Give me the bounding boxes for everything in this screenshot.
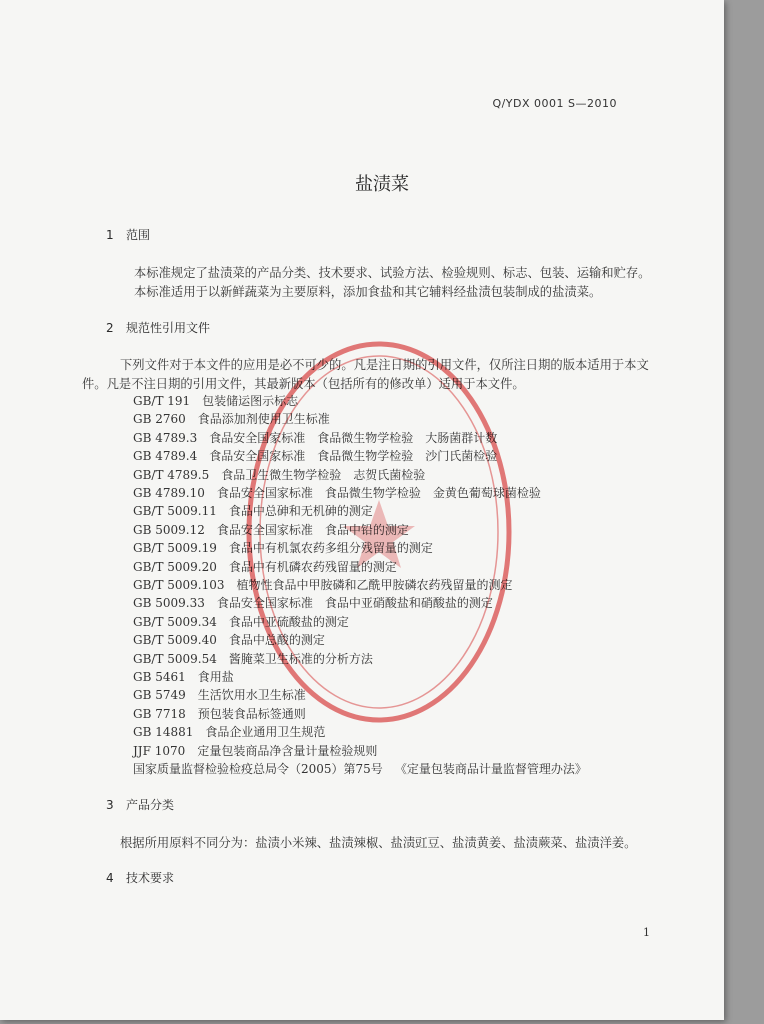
reference-row xyxy=(133,558,397,575)
reference-title: 食品中亚硫酸盐的测定 xyxy=(228,614,349,629)
reference-row xyxy=(133,539,433,556)
section-title: 范围 xyxy=(126,228,151,242)
section-title: 技术要求 xyxy=(126,871,175,885)
reference-code: GB/T 5009.103 xyxy=(133,578,225,592)
reference-title: 食品卫生微生物学检验 志贺氏菌检验 xyxy=(221,467,426,482)
reference-title: 食品安全国家标准 食品中铅的测定 xyxy=(216,522,409,537)
reference-code: GB 4789.3 xyxy=(133,430,198,445)
reference-title: 食品添加剂使用卫生标准 xyxy=(197,412,330,427)
reference-row xyxy=(133,447,497,464)
reference-code: GB 2760 xyxy=(133,412,186,427)
section-4-heading xyxy=(106,869,174,886)
reference-row xyxy=(133,742,377,759)
reference-row xyxy=(133,594,493,611)
reference-row xyxy=(133,723,325,740)
reference-row xyxy=(133,760,587,777)
reference-code: 国家质量监督检验检疫总局令（2005）第75号 xyxy=(133,762,383,776)
reference-row xyxy=(133,484,541,501)
reference-title: 预包装食品标签通则 xyxy=(197,706,306,721)
standard-code-header: Q/YDX 0001 S—2010 xyxy=(492,97,617,110)
reference-row xyxy=(133,392,298,409)
reference-row xyxy=(133,668,234,685)
paragraph-line: 件。凡是不注日期的引用文件，其最新版本（包括所有的修改单）适用于本文件。 xyxy=(82,377,525,391)
section-number: 4 xyxy=(106,871,114,885)
section-number: 2 xyxy=(106,321,114,335)
reference-code: GB 4789.10 xyxy=(133,486,205,500)
reference-code: GB/T 4789.5 xyxy=(133,467,210,482)
paragraph-line: 本标准规定了盐渍菜的产品分类、技术要求、试验方法、检验规则、标志、包装、运输和贮存。 xyxy=(134,266,651,280)
reference-title: 食品安全国家标准 食品微生物学检验 大肠菌群计数 xyxy=(209,430,498,445)
reference-code: GB/T 5009.34 xyxy=(133,614,217,629)
page-number: 1 xyxy=(643,926,650,939)
reference-code: GB/T 5009.11 xyxy=(133,504,217,519)
reference-title: 生活饮用水卫生标准 xyxy=(197,688,306,703)
reference-title: 食品中总酸的测定 xyxy=(228,633,325,648)
reference-code: GB 5461 xyxy=(133,670,186,684)
reference-code: GB 7718 xyxy=(133,706,186,721)
reference-row xyxy=(133,410,330,427)
reference-row xyxy=(133,650,373,667)
reference-title: 食品安全国家标准 食品中亚硝酸盐和硝酸盐的测定 xyxy=(216,596,493,611)
reference-title: 食品中有机磷农药残留量的测定 xyxy=(228,559,397,574)
reference-row xyxy=(133,466,425,483)
reference-title: 定量包装商品净含量计量检验规则 xyxy=(197,743,378,758)
reference-title: 食品安全国家标准 食品微生物学检验 金黄色葡萄球菌检验 xyxy=(216,486,541,500)
reference-code: GB/T 5009.54 xyxy=(133,651,217,666)
document-title: 盐渍菜 xyxy=(355,174,409,195)
reference-title: 食品企业通用卫生规范 xyxy=(205,725,326,740)
reference-row xyxy=(133,576,513,593)
section-number: 1 xyxy=(106,228,114,242)
section-number: 3 xyxy=(106,798,114,812)
reference-code: GB 5009.33 xyxy=(133,596,205,611)
reference-title: 食品中总砷和无机砷的测定 xyxy=(228,504,373,519)
paragraph-line: 本标准适用于以新鲜蔬菜为主要原料，添加食盐和其它辅料经盐渍包装制成的盐渍菜。 xyxy=(134,285,602,299)
section-title: 规范性引用文件 xyxy=(126,321,211,335)
reference-row xyxy=(133,429,497,446)
reference-row xyxy=(133,631,325,648)
reference-title: 植物性食品中甲胺磷和乙酰甲胺磷农药残留量的测定 xyxy=(236,578,513,592)
section-1-heading xyxy=(106,226,150,243)
reference-row xyxy=(133,521,409,538)
reference-code: GB 5749 xyxy=(133,688,186,703)
section-3-heading xyxy=(106,796,174,813)
reference-title: 包装储运图示标志 xyxy=(202,394,299,408)
reference-code: GB/T 191 xyxy=(133,394,191,408)
reference-row xyxy=(133,613,349,630)
paragraph-line: 下列文件对于本文件的应用是必不可少的。凡是注日期的引用文件，仅所注日期的版本适用于本文 xyxy=(120,358,649,372)
reference-title: 食品安全国家标准 食品微生物学检验 沙门氏菌检验 xyxy=(209,449,498,464)
reference-code: GB 14881 xyxy=(133,725,194,740)
reference-row xyxy=(133,705,306,722)
paragraph-line: 根据所用原料不同分为：盐渍小米辣、盐渍辣椒、盐渍豇豆、盐渍黄姜、盐渍蕨菜、盐渍洋姜。 xyxy=(120,836,637,850)
reference-title: 《定量包装商品计量监督管理办法》 xyxy=(394,762,587,776)
reference-row xyxy=(133,686,306,703)
reference-code: GB 5009.12 xyxy=(133,522,205,537)
reference-code: GB/T 5009.19 xyxy=(133,541,217,556)
reference-code: GB/T 5009.40 xyxy=(133,633,217,648)
reference-code: JJF 1070 xyxy=(133,743,186,758)
reference-title: 酱腌菜卫生标准的分析方法 xyxy=(228,651,373,666)
section-2-heading xyxy=(106,319,210,336)
reference-title: 食用盐 xyxy=(197,670,234,684)
reference-title: 食品中有机氯农药多组分残留量的测定 xyxy=(228,541,433,556)
reference-code: GB/T 5009.20 xyxy=(133,559,217,574)
reference-code: GB 4789.4 xyxy=(133,449,198,464)
reference-row xyxy=(133,502,373,519)
section-title: 产品分类 xyxy=(126,798,175,812)
